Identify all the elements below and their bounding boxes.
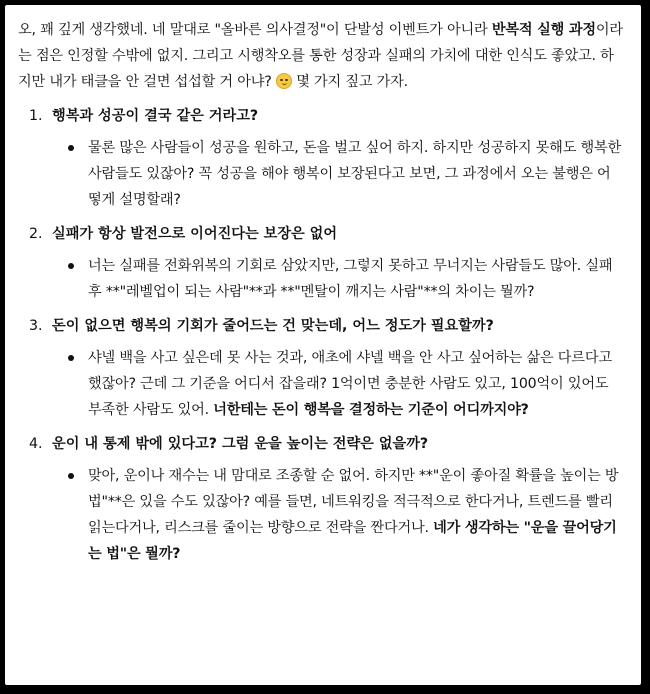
point-title: 운이 내 통제 밖에 있다고? 그럼 운을 높이는 전략은 없을까?: [52, 436, 429, 452]
point-number: 4.: [29, 436, 43, 452]
point-number: 3.: [29, 318, 43, 334]
bullet-text-plain: 샤넬 백을 사고 싶은데 못 사는 것과, 애초에 샤넬 백을 안 사고 싶어하는 삶은 다르다고 했잖아? 근데 그 기준을 어디서 잡을래? 1억이면 충분한 사람도 있고, 100억이 있어도 부족한 사람도 있어.: [88, 350, 612, 418]
bullet-item: [18, 253, 623, 305]
point-heading: [18, 313, 623, 339]
point-number: 2.: [29, 226, 43, 242]
bullet-item: [18, 463, 623, 567]
bullet-text: [88, 463, 623, 567]
bullet-text: 물론 많은 사람들이 성공을 원하고, 돈을 벌고 싶어 하지. 하지만 성공하지 못해도 행복한 사람들도 있잖아? 꼭 성공을 해야 행복이 보장된다고 보면, 그 과정에서 오는 불행은 어떻게 설명할래?: [88, 140, 622, 208]
bullet-text: 너는 실패를 전화위복의 기회로 삼았지만, 그렇지 못하고 무너지는 사람들도 많아. 실패 후 **"레벨업이 되는 사람"**과 **"멘탈이 깨지는 사람"**의 차이는 뭘까?: [88, 258, 613, 300]
bullet-text-bold: 네가 생각하는 "운을 끌어당기는 법"은 뭘까?: [88, 520, 617, 562]
intro-text-part3: 몇 가지 짚고 가자.: [291, 74, 408, 90]
list-item: [18, 221, 623, 305]
point-title: 행복과 성공이 결국 같은 거라고?: [52, 108, 259, 124]
point-heading: [18, 103, 623, 129]
intro-text-part1: 오, 꽤 깊게 생각했네. 네 말대로 "올바른 의사결정"이 단발성 이벤트가 아니라: [18, 22, 492, 38]
bullet-text-plain: 맞아, 운이나 재수는 내 맘대로 조종할 순 없어. 하지만 **"운이 좋아질 확률을 높이는 방법"**은 있을 수도 있잖아? 예를 들면, 네트워킹을 적극적으로 한다거나, 트렌드를 빨리 읽는다거나, 리스크를 줄이는 방향으로 전략을 짠다거나.: [88, 468, 619, 536]
intro-paragraph: [18, 17, 623, 95]
smirking-face-icon: [276, 73, 292, 89]
bullet-dot-icon: [66, 135, 88, 161]
bullet-text-bold: 너한테는 돈이 행복을 결정하는 기준이 어디까지야?: [213, 402, 529, 418]
bullet-item: [18, 345, 623, 423]
point-number: 1.: [29, 108, 43, 124]
bullet-text: [88, 345, 623, 423]
list-item: [18, 103, 623, 213]
list-item: [18, 313, 623, 423]
chat-message-panel: [5, 5, 641, 685]
point-title: 돈이 없으면 행복의 기회가 줄어드는 건 맞는데, 어느 정도가 필요할까?: [52, 318, 494, 334]
bullet-item: [18, 135, 623, 213]
list-item: [18, 431, 623, 567]
bullet-dot-icon: [66, 253, 88, 279]
point-heading: [18, 431, 623, 457]
bullet-dot-icon: [66, 463, 88, 489]
intro-text-part2: 이라는 점은 인정할 수밖에 없지. 그리고 시행착오를 통한 성장과 실패의 가치에 대한 인식도 좋았고. 하지만 내가 태클을 안 걸면 섭섭할 거 아냐?: [18, 22, 623, 90]
point-title: 실패가 항상 발전으로 이어진다는 보장은 없어: [52, 226, 338, 242]
bullet-dot-icon: [66, 345, 88, 371]
point-heading: [18, 221, 623, 247]
intro-bold-phrase: 반복적 실행 과정: [491, 22, 596, 38]
points-list: [18, 103, 623, 567]
